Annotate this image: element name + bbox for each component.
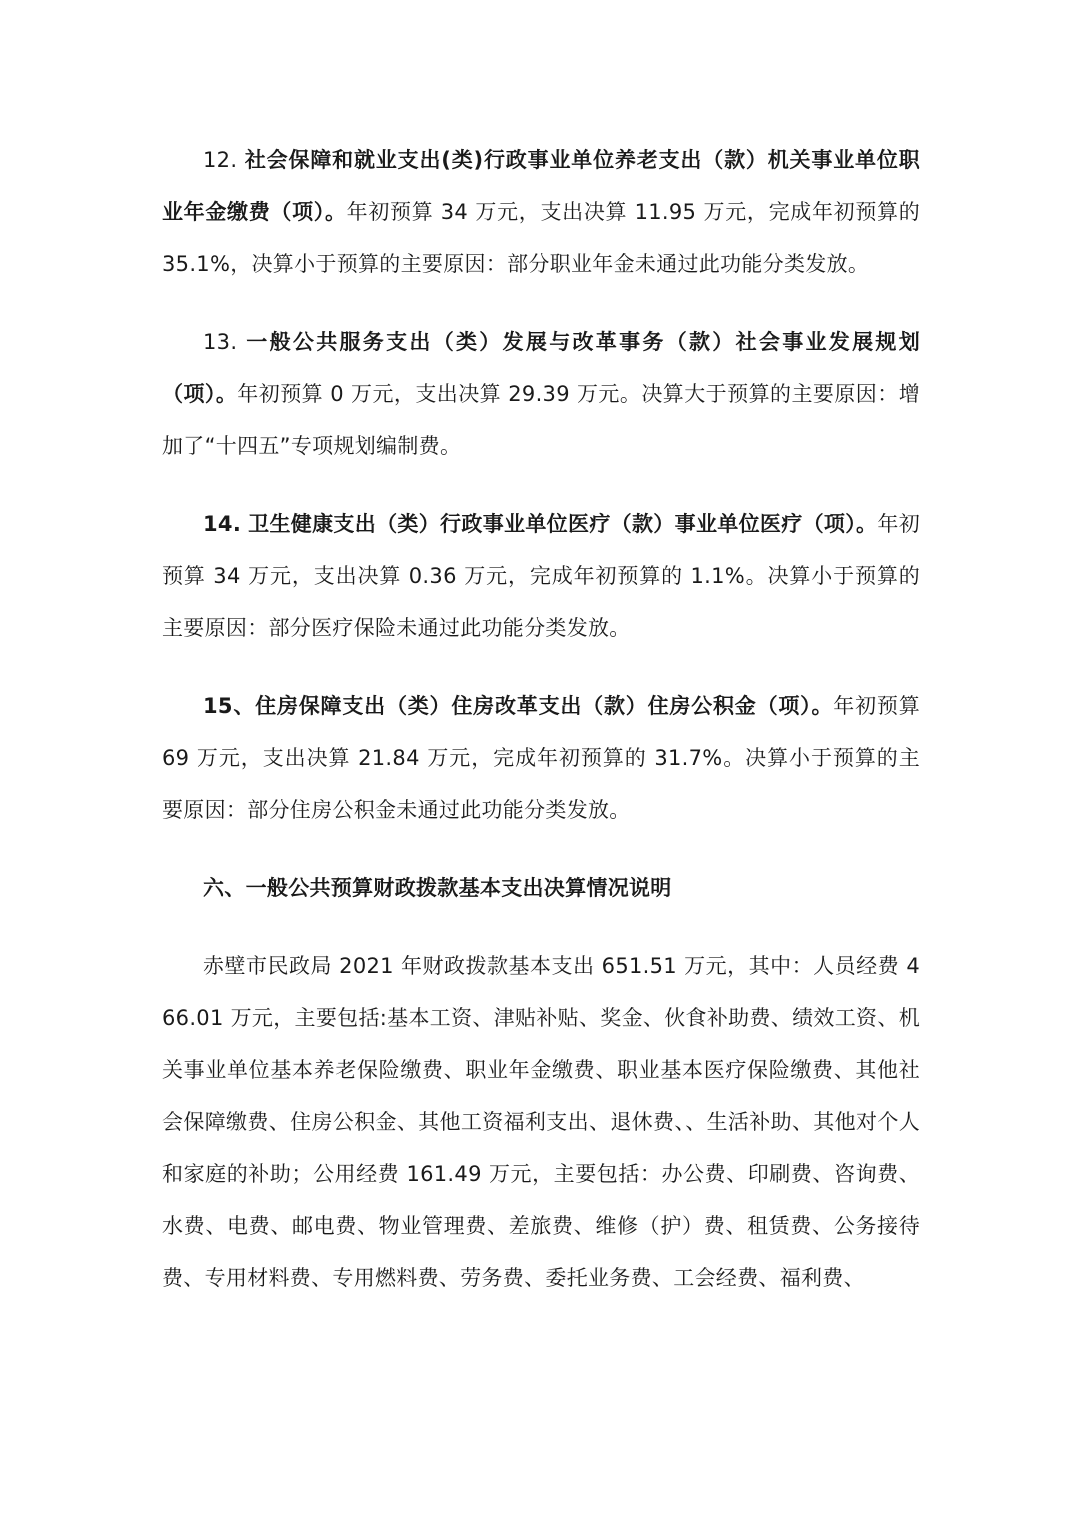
item-title: 住房保障支出（类）住房改革支出（款）住房公积金（项）。 [255, 694, 834, 718]
section-heading: 六、一般公共预算财政拨款基本支出决算情况说明 [203, 876, 672, 900]
item-13 [162, 316, 920, 472]
section-body: 赤壁市民政局 2021 年财政拨款基本支出 651.51 万元，其中：人员经费 466.01 万元，主要包括:基本工资、津贴补贴、奖金、伙食补助费、绩效工资、机关事业单位基本养老保险缴费、职业年金缴费、职业基本医疗保险缴费、其他社会保障缴费、住房公积金、其他工资福利支出、退休费、、生活补助、其他对个人和家庭的补助；公用经费 161.49 万元，主要包括：办公费、印刷费、咨询费、水费、电费、邮电费、物业管理费、差旅费、维修（护）费、租赁费、公务接待费、专用材料费、专用燃料费、劳务费、委托业务费、工会经费、福利费、 [162, 954, 920, 1290]
item-title: 卫生健康支出（类）行政事业单位医疗（款）事业单位医疗（项）。 [248, 512, 878, 536]
item-number: 14. [203, 512, 242, 536]
item-body: 年初预算 34 万元，支出决算 11.95 万元，完成年初预算的 35.1%，决算小于预算的主要原因：部分职业年金未通过此功能分类发放。 [162, 200, 921, 276]
item-14 [162, 498, 920, 654]
item-body: 年初预算 0 万元，支出决算 29.39 万元。决算大于预算的主要原因：增加了“十四五”专项规划编制费。 [162, 382, 921, 458]
item-number: 15、 [203, 694, 256, 718]
item-number: 13. [203, 330, 238, 354]
item-title: 一般公共服务支出（类）发展与改革事务（款）社会事业发展规划（项）。 [162, 330, 920, 406]
item-number: 12. [203, 148, 238, 172]
item-body: 年初预算 34 万元，支出决算 0.36 万元，完成年初预算的 1.1%。决算小于预算的主要原因：部分医疗保险未通过此功能分类发放。 [162, 512, 920, 640]
item-15 [162, 680, 920, 836]
item-12 [162, 134, 920, 290]
item-title: 社会保障和就业支出(类)行政事业单位养老支出（款）机关事业单位职业年金缴费（项）。 [162, 148, 920, 224]
item-body: 年初预算 69 万元，支出决算 21.84 万元，完成年初预算的 31.7%。决算小于预算的主要原因：部分住房公积金未通过此功能分类发放。 [162, 694, 921, 822]
document-content [162, 134, 920, 1330]
